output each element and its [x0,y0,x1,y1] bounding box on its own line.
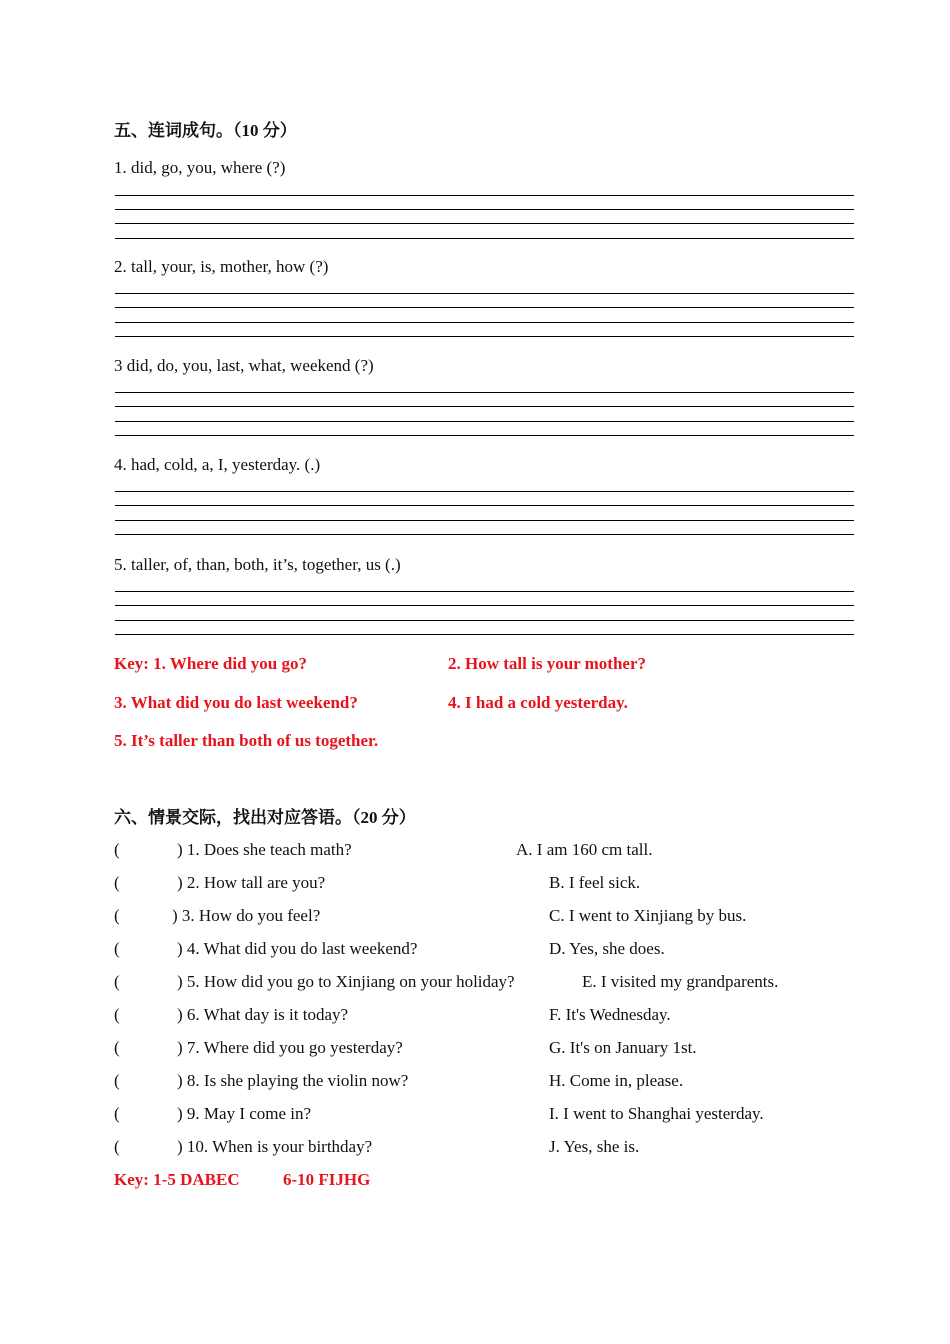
answer-line [115,195,854,196]
s6-question-4: ) 4. What did you do last weekend? [177,939,418,958]
open-paren: ( [114,972,120,991]
open-paren: ( [114,1071,120,1090]
answer-line [115,520,854,521]
s6-key-2: 6-10 FIJHG [283,1170,371,1189]
open-paren: ( [114,906,120,925]
s6-answer-b: B. I feel sick. [549,873,641,892]
answer-line [115,605,854,606]
s6-answer-h: H. Come in, please. [549,1071,684,1090]
section6-title: 六、情景交际，找出对应答语。（20 分） [114,808,416,827]
s5-question-4: 4. had, cold, a, I, yesterday. (.) [114,455,321,474]
s6-question-2: ) 2. How tall are you? [177,873,326,892]
s5-key-2: 2. How tall is your mother? [448,654,647,673]
s6-question-7: ) 7. Where did you go yesterday? [177,1038,403,1057]
s6-key-1: Key: 1-5 DABEC [114,1170,240,1189]
s6-question-8: ) 8. Is she playing the violin now? [177,1071,409,1090]
s6-question-1: ) 1. Does she teach math? [177,840,352,859]
s5-key-1: Key: 1. Where did you go? [114,654,307,673]
answer-line [115,223,854,224]
answer-line [115,336,854,337]
s6-question-9: ) 9. May I come in? [177,1104,312,1123]
answer-line [115,293,854,294]
s6-answer-g: G. It's on January 1st. [549,1038,697,1057]
s5-key-5: 5. It’s taller than both of us together. [114,731,379,750]
s6-answer-a: A. I am 160 cm tall. [516,840,653,859]
s5-question-2: 2. tall, your, is, mother, how (?) [114,257,329,276]
open-paren: ( [114,939,120,958]
s6-question-5: ) 5. How did you go to Xinjiang on your holiday? [177,972,515,991]
answer-line [115,209,854,210]
s6-question-10: ) 10. When is your birthday? [177,1137,373,1156]
s6-question-6: ) 6. What day is it today? [177,1005,349,1024]
answer-line [115,238,854,239]
answer-line [115,406,854,407]
open-paren: ( [114,1137,120,1156]
answer-line [115,534,854,535]
s6-answer-c: C. I went to Xinjiang by bus. [549,906,747,925]
section5-title: 五、连词成句。（10 分） [114,121,297,140]
answer-line [115,322,854,323]
answer-line [115,307,854,308]
s5-key-3: 3. What did you do last weekend? [114,693,358,712]
s6-answer-e: E. I visited my grandparents. [582,972,779,991]
open-paren: ( [114,1005,120,1024]
answer-line [115,392,854,393]
answer-line [115,491,854,492]
open-paren: ( [114,840,120,859]
answer-line [115,421,854,422]
s5-question-3: 3 did, do, you, last, what, weekend (?) [114,356,374,375]
open-paren: ( [114,873,120,892]
s6-answer-f: F. It's Wednesday. [549,1005,671,1024]
open-paren: ( [114,1104,120,1123]
s5-key-4: 4. I had a cold yesterday. [448,693,628,712]
open-paren: ( [114,1038,120,1057]
answer-line [115,435,854,436]
answer-line [115,620,854,621]
s5-question-5: 5. taller, of, than, both, it’s, together, us (.) [114,555,401,574]
answer-line [115,591,854,592]
s6-answer-j: J. Yes, she is. [549,1137,640,1156]
answer-line [115,505,854,506]
s5-question-1: 1. did, go, you, where (?) [114,158,286,177]
s6-answer-i: I. I went to Shanghai yesterday. [549,1104,764,1123]
s6-question-3: ) 3. How do you feel? [172,906,321,925]
s6-answer-d: D. Yes, she does. [549,939,665,958]
answer-line [115,634,854,635]
